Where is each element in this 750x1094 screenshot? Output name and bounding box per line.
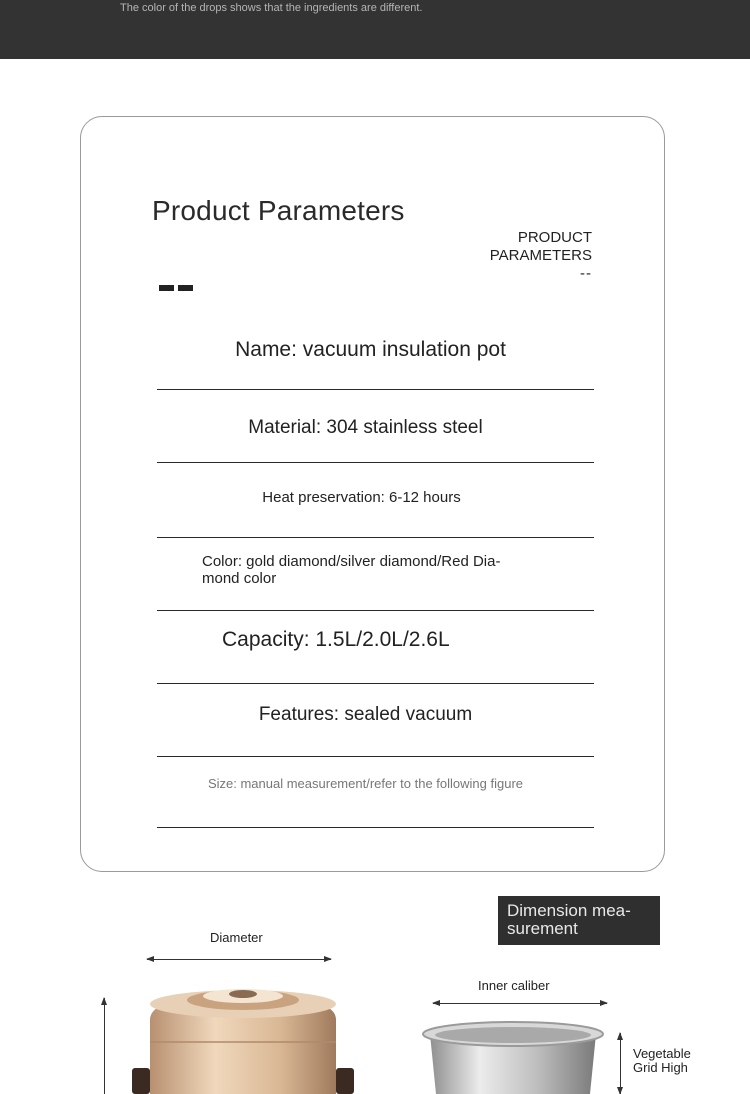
vegetable-grid-image bbox=[418, 1018, 608, 1094]
param-divider bbox=[157, 827, 594, 828]
diameter-label: Diameter bbox=[210, 930, 263, 945]
param-divider bbox=[157, 537, 594, 538]
param-color: Color: gold diamond/silver diamond/Red Dia-mond color bbox=[202, 553, 501, 587]
banner-caption: The color of the drops shows that the ingredients are different. bbox=[120, 2, 423, 14]
param-divider bbox=[157, 389, 594, 390]
param-divider bbox=[157, 683, 594, 684]
top-banner bbox=[0, 0, 750, 59]
inner-caliber-label: Inner caliber bbox=[478, 978, 550, 993]
parameters-subtitle bbox=[432, 229, 592, 283]
subtitle-line-1: PRODUCT bbox=[517, 229, 592, 246]
parameters-title: Product Parameters bbox=[152, 195, 405, 226]
diameter-arrow bbox=[147, 959, 331, 960]
grid-height-arrow bbox=[620, 1033, 621, 1094]
insulation-pot-image bbox=[128, 980, 358, 1094]
param-name: Name: vacuum insulation pot bbox=[235, 338, 506, 361]
subtitle-dash: -- bbox=[580, 265, 592, 282]
param-capacity: Capacity: 1.5L/2.0L/2.6L bbox=[222, 628, 450, 651]
param-material: Material: 304 stainless steel bbox=[248, 417, 483, 438]
grid-height-label-line-2: Grid High bbox=[633, 1060, 688, 1075]
grid-height-label bbox=[633, 1047, 691, 1075]
param-features: Features: sealed vacuum bbox=[258, 704, 473, 725]
param-divider bbox=[157, 462, 594, 463]
title-decoration-marks bbox=[159, 278, 197, 296]
subtitle-line-2: PARAMETERS bbox=[489, 247, 592, 264]
param-size: Size: manual measurement/refer to the following figure bbox=[207, 776, 524, 791]
param-divider bbox=[157, 756, 594, 757]
height-arrow bbox=[104, 998, 105, 1094]
param-heat-preservation: Heat preservation: 6-12 hours bbox=[262, 489, 461, 506]
inner-caliber-arrow bbox=[433, 1003, 607, 1004]
param-divider bbox=[157, 610, 594, 611]
dimension-badge: Dimension mea-surement bbox=[498, 896, 660, 945]
grid-height-label-line-1: Vegetable bbox=[633, 1046, 691, 1061]
